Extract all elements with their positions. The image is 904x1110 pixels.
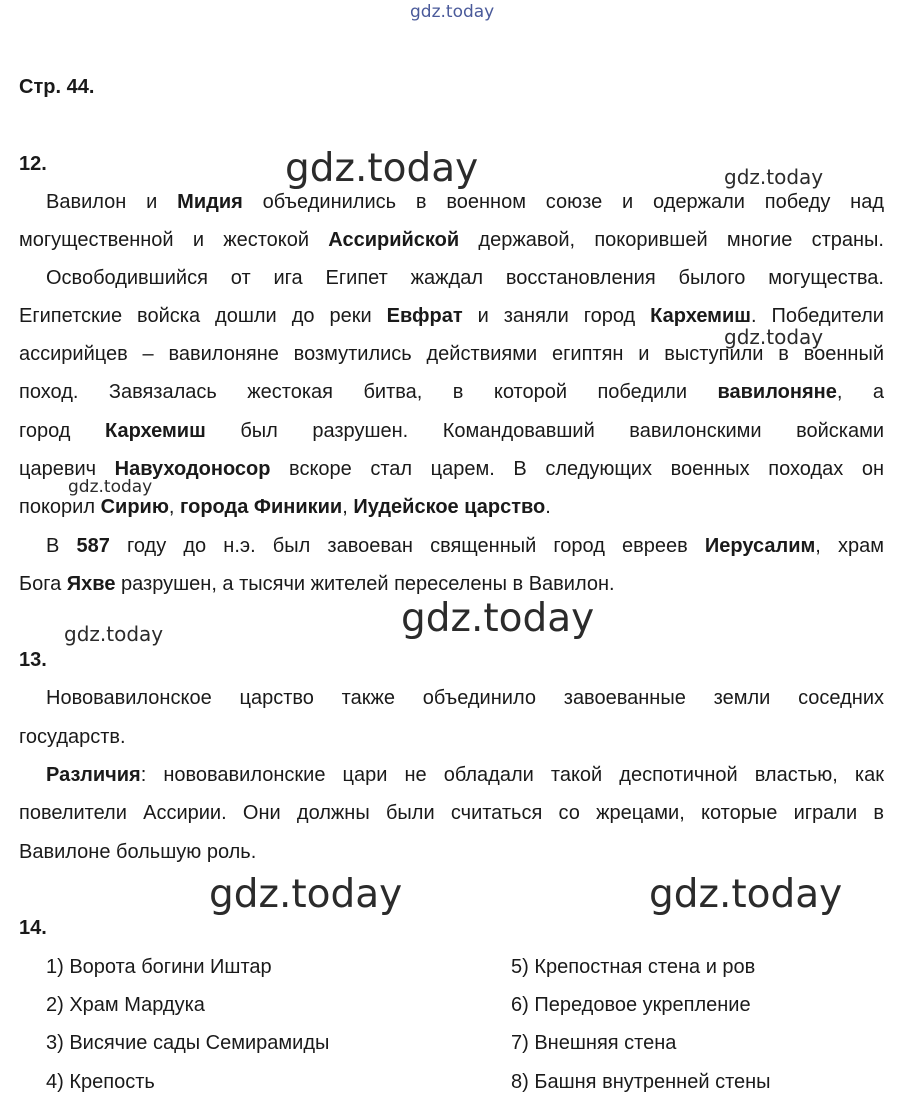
watermark: gdz.today bbox=[724, 165, 824, 189]
task-number: 14. bbox=[19, 917, 47, 939]
paragraph-line: ассирийцев – вавилоняне возмутились действиями египтян и выступили в военный bbox=[19, 343, 884, 365]
task-number: 13. bbox=[19, 649, 47, 671]
list-item: 7) Внешняя стена bbox=[511, 1032, 677, 1054]
list-item: 1) Ворота богини Иштар bbox=[46, 956, 272, 978]
watermark: gdz.today bbox=[64, 622, 164, 646]
watermark: gdz.today bbox=[68, 477, 153, 497]
list-item: 6) Передовое укрепление bbox=[511, 994, 751, 1016]
paragraph-line: могущественной и жестокой Ассирийской державой, покорившей многие страны. bbox=[19, 229, 884, 251]
paragraph-line: повелители Ассирии. Они должны были считаться со жрецами, которые играли в bbox=[19, 802, 884, 824]
list-item: 5) Крепостная стена и ров bbox=[511, 956, 756, 978]
paragraph-line: Нововавилонское царство также объединило завоеванные земли соседних bbox=[46, 687, 884, 709]
paragraph-line: поход. Завязалась жестокая битва, в которой победили вавилоняне, а bbox=[19, 381, 884, 403]
watermark: gdz.today bbox=[649, 872, 843, 917]
list-item: 3) Висячие сады Семирамиды bbox=[46, 1032, 330, 1054]
paragraph-line: Вавилон и Мидия объединились в военном союзе и одержали победу над bbox=[46, 191, 885, 213]
page-label: Стр. 44. bbox=[19, 76, 95, 98]
paragraph-line: город Кархемиш был разрушен. Командовавший вавилонскими войсками bbox=[19, 420, 884, 442]
paragraph-line: государств. bbox=[19, 726, 126, 748]
watermark: gdz.today bbox=[410, 2, 495, 22]
paragraph-line: Египетские войска дошли до реки Евфрат и заняли город Кархемиш. Победители bbox=[19, 305, 884, 327]
paragraph-line: Различия: нововавилонские цари не обладали такой деспотичной властью, как bbox=[46, 764, 884, 786]
paragraph-line: царевич Навуходоносор вскоре стал царем. В следующих военных походах он bbox=[19, 458, 884, 480]
watermark: gdz.today bbox=[285, 146, 479, 191]
paragraph-line: Освободившийся от ига Египет жаждал восстановления былого могущества. bbox=[46, 267, 884, 289]
task-number: 12. bbox=[19, 153, 47, 175]
list-item: 2) Храм Мардука bbox=[46, 994, 205, 1016]
paragraph-line: покорил Сирию, города Финикии, Иудейское царство. bbox=[19, 496, 551, 518]
list-item: 4) Крепость bbox=[46, 1071, 155, 1093]
paragraph-line: Вавилоне большую роль. bbox=[19, 841, 257, 863]
watermark: gdz.today bbox=[401, 596, 595, 641]
watermark: gdz.today bbox=[724, 325, 824, 349]
list-item: 8) Башня внутренней стены bbox=[511, 1071, 771, 1093]
paragraph-line: В 587 году до н.э. был завоеван священный город евреев Иерусалим, храм bbox=[46, 535, 884, 557]
watermark: gdz.today bbox=[209, 872, 403, 917]
paragraph-line: Бога Яхве разрушен, а тысячи жителей переселены в Вавилон. bbox=[19, 573, 615, 595]
